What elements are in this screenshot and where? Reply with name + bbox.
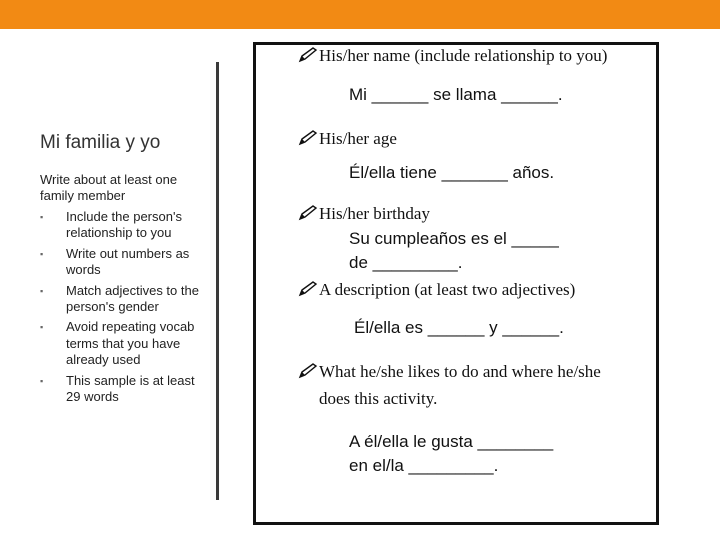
list-item: [40, 319, 210, 368]
list-item: [40, 209, 210, 242]
prompt-text: His/her birthday: [319, 204, 430, 223]
list-item: [40, 246, 210, 279]
bullet-icon: ▪: [40, 285, 44, 296]
prompt-text: His/her age: [319, 129, 397, 148]
prompt-text: What he/she likes to do and where he/she: [319, 362, 601, 381]
answer-likes-line1: A él/ella le gusta ________: [349, 432, 554, 451]
bullet-text: This sample is at least 29 words: [66, 372, 195, 405]
answer-likes-line2: en el/la _________.: [349, 456, 499, 475]
prompt-text: A description (at least two adjectives): [319, 280, 576, 299]
answer-birthday-line1: Su cumpleaños es el _____: [349, 229, 559, 248]
vertical-divider: [216, 62, 219, 500]
answer-age: Él/ella tiene _______ años.: [349, 163, 555, 182]
prompt-birthday: [298, 203, 430, 225]
bullet-icon: ▪: [40, 212, 44, 222]
prompt-age: [298, 128, 397, 150]
prompt-description: [298, 279, 575, 301]
answer-birthday-line2: de _________.: [349, 253, 463, 272]
answer-description: Él/ella es ______ y ______.: [354, 318, 564, 337]
bullet-icon: ▪: [40, 248, 44, 259]
pencil-icon: [298, 130, 318, 146]
list-item: [40, 283, 210, 316]
slide-title: Mi familia y yo: [40, 132, 161, 153]
bullet-icon: ▪: [40, 375, 44, 386]
pencil-icon: [298, 363, 318, 379]
pencil-icon: [298, 47, 318, 63]
prompt-text: His/her name (include relationship to you): [319, 46, 608, 65]
pencil-icon: [298, 281, 318, 297]
bullet-text: Match adjectives to the person's gender: [66, 282, 199, 315]
instructions-intro: Write about at least one family member: [40, 172, 178, 203]
bullet-text: Avoid repeating vocab terms that you have already used: [66, 319, 195, 368]
bullet-text: Write out numbers as words: [66, 245, 190, 278]
instructions-list: [40, 209, 210, 409]
bullet-text: Include the person's relationship to you: [66, 209, 182, 241]
bullet-icon: ▪: [40, 322, 44, 333]
prompt-name: [298, 45, 607, 67]
answer-name: Mi ______ se llama ______.: [349, 85, 563, 104]
pencil-icon: [298, 205, 318, 221]
prompt-likes: [298, 361, 601, 383]
top-accent-bar: [0, 0, 720, 29]
prompt-likes-line2: does this activity.: [319, 389, 438, 408]
list-item: [40, 373, 210, 406]
